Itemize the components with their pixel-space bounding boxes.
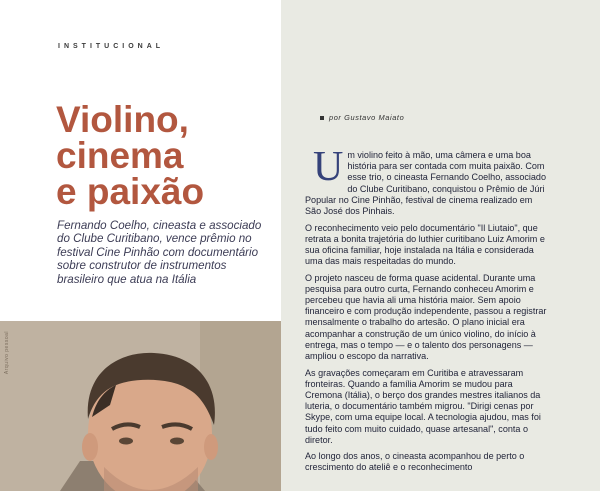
portrait-photo [0, 321, 281, 491]
article-subtitle: Fernando Coelho, cineasta e associado do Clube Curitibano, vence prêmio no festival Cine Pinhão com documentário sobre construtor de instrumentos brasileiro que atua na Itália [57, 219, 262, 286]
paragraph-1-text: m violino feito à mão, uma câmera e uma boa história para ser contada com muita paixão. Com esse trio, o cineasta Fernando Coelho, associado do Clube Curitibano, conquistou o Prêmio de Júri Popular no Cine Pinhão, festival de cinema realizado em São José dos Pinhais. [305, 150, 546, 217]
portrait-illustration [0, 321, 281, 491]
title-line-1: Violino, [56, 99, 189, 140]
title-line-2: cinema [56, 135, 184, 176]
paragraph-5: Ao longo dos anos, o cineasta acompanhou de perto o crescimento do ateliê e o reconhecimento [305, 451, 525, 473]
title-line-3: e paixão [56, 171, 205, 212]
paragraph-1 [305, 144, 550, 217]
paragraph-2: O reconhecimento veio pelo documentário "Il Liutaio", que retrata a bonita trajetória do luthier curitibano Luiz Amorim e sua oficina familiar, hoje instalada na Itália e considerada uma das mais respeitadas do mundo. [305, 222, 545, 267]
article-body [305, 144, 550, 479]
byline [320, 113, 404, 122]
photo-credit: Arquivo pessoal [4, 331, 10, 375]
section-label: INSTITUCIONAL [58, 43, 165, 50]
byline-text: por Gustavo Maiato [329, 113, 405, 122]
article-title [56, 99, 205, 212]
paragraph-4: As gravações começaram em Curitiba e atravessaram fronteiras. Quando a família Amorim se mudou para Cremona (Itália), o berço dos grandes mestres italianos da luteria, o documentário também migrou. "Dirigi cenas por Skype, com uma equipe local. A tecnologia ajudou, mas foi tudo feito com muito cuidado, quase artesanal", conta o diretor. [305, 367, 541, 445]
byline-bullet-icon [320, 116, 324, 120]
paragraph-3: O projeto nasceu de forma quase acidental. Durante uma pesquisa para outro curta, Fernando conheceu Amorim e percebeu que havia ali uma história maior. Sem apoio financeiro e com produção independente, passou a registrar mensalmente o trabalho do artesão. O plano inicial era acompanhar a construção de um único violino, do início à entrega, mas o tempo — e o talento dos personagens — ampliou o escopo da narrativa. [305, 272, 547, 362]
dropcap: U [313, 144, 344, 190]
